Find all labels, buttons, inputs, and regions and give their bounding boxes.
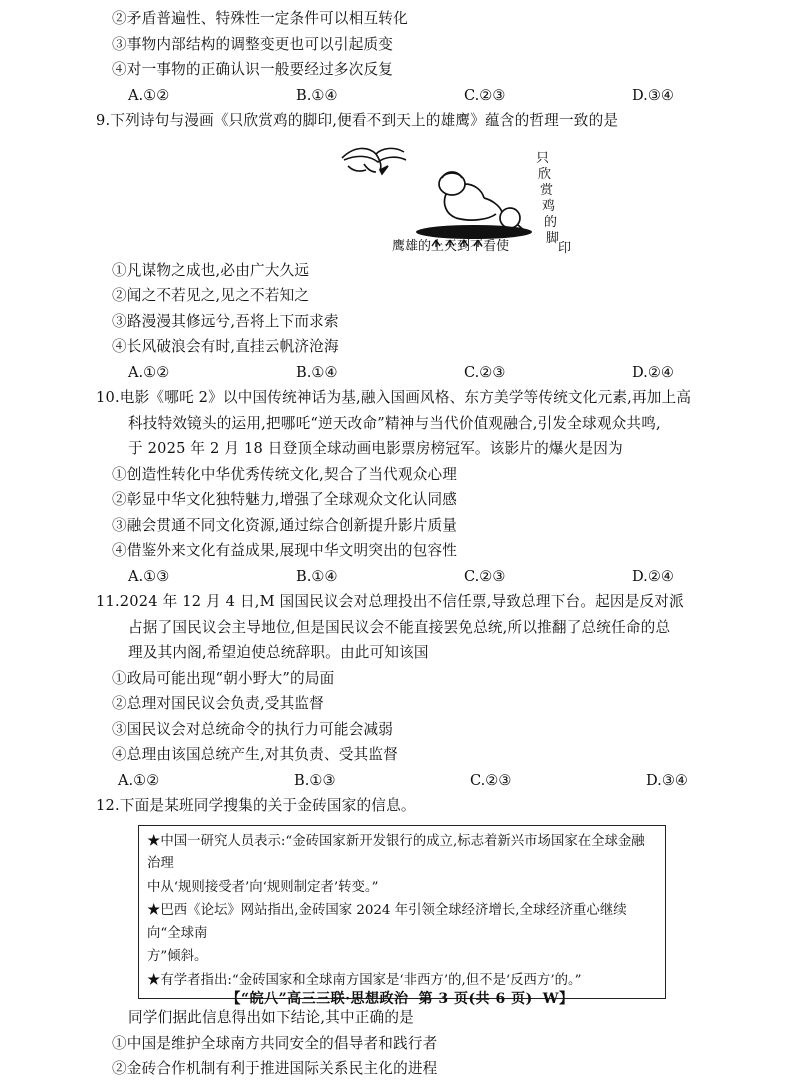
q12-box-item3-line1: ★有学者指出:“金砖国家和全球南方国家是‘非西方’的,但不是‘反西方’的。” — [147, 972, 582, 988]
q10-stem-line2: 科技特效镜头的运用,把哪吒“逆天改命”精神与当代价值观融合,引发全球观众共鸣, — [128, 414, 661, 432]
q12-box-item1-line2: 中从‘规则接受者’向‘规则制定者’转变。” — [147, 879, 379, 895]
svg-text:印: 印 — [558, 240, 572, 254]
q10-option-4: ④借鉴外来文化有益成果,展现中华文明突出的包容性 — [112, 542, 458, 559]
q9-choice-a[interactable]: A.①② — [128, 363, 170, 381]
q12-option-2: ②金砖合作机制有利于推进国际关系民主化的进程 — [112, 1060, 438, 1077]
q9-choice-c[interactable]: C.②③ — [464, 363, 506, 381]
footer-left-bracket: 【 — [226, 991, 242, 1007]
q12-box-item2-line1: ★巴西《论坛》网站指出,金砖国家 2024 年引领全球经济增长,全球经济重心继续向“全球南 — [147, 903, 627, 941]
svg-text:鸡: 鸡 — [542, 198, 556, 214]
page-footer — [0, 988, 800, 1008]
q11-choice-c[interactable]: C.②③ — [470, 771, 512, 789]
q8-option-4: ④对一事物的正确认识一般要经过多次反复 — [112, 61, 394, 78]
q8-choices — [96, 83, 708, 109]
footer-code: W — [542, 991, 559, 1007]
q10-choices — [96, 564, 708, 590]
q12-after-box: 同学们据此信息得出如下结论,其中正确的是 — [128, 1009, 414, 1026]
page-content — [96, 6, 708, 1082]
q12-box-item1-line1: ★中国一研究人员表示:“金砖国家新开发银行的成立,标志着新兴市场国家在全球金融治理 — [147, 833, 645, 871]
q9-choice-d[interactable]: D.②④ — [632, 363, 674, 381]
q9-option-2: ②闻之不若见之,见之不若知之 — [112, 287, 310, 304]
q9-stem: 9.下列诗句与漫画《只欣赏鸡的脚印,便看不到天上的雄鹰》蕴含的哲理一致的是 — [96, 112, 619, 129]
footer-school: “皖八”高三三联 — [241, 991, 346, 1007]
q10-stem-line1: 10.电影《哪吒 2》以中国传统神话为基,融入国画风格、东方美学等传统文化元素,再加上高 — [96, 389, 692, 406]
q8-option-2: ②矛盾普遍性、特殊性一定条件可以相互转化 — [112, 10, 408, 27]
q11-option-1: ①政局可能出现“朝小野大”的局面 — [112, 669, 335, 687]
q11-choice-b[interactable]: B.①③ — [294, 771, 336, 789]
q11-option-2: ②总理对国民议会负责,受其监督 — [112, 695, 324, 712]
q8-option-3: ③事物内部结构的调整变更也可以引起质变 — [112, 35, 394, 53]
footer-dot: · — [345, 991, 351, 1007]
q11-stem-line1: 11.2024 年 12 月 4 日,M 国国民议会对总理投出不信任票,导致总理下台。起因是反对派 — [96, 593, 684, 610]
q8-choice-b[interactable]: B.①④ — [296, 86, 338, 104]
q10-choice-a[interactable]: A.①③ — [128, 567, 170, 585]
q9-option-3: ③路漫漫其修远兮,吾将上下而求索 — [112, 312, 339, 330]
q10-option-1: ①创造性转化中华优秀传统文化,契合了当代观众心理 — [112, 465, 458, 483]
svg-text:赏: 赏 — [540, 182, 554, 198]
q11-choice-d[interactable]: D.③④ — [646, 771, 688, 789]
q9-choices — [96, 360, 708, 386]
cartoon-illustration — [324, 136, 614, 254]
q11-choices — [96, 768, 718, 794]
cartoon-caption-bottom: 鹰雄的上天到不看使 — [392, 238, 510, 254]
q10-choice-d[interactable]: D.②④ — [632, 567, 674, 585]
q9-option-1: ①凡谋物之成也,必由广大久远 — [112, 261, 310, 279]
footer-right-bracket: 】 — [558, 991, 574, 1007]
q10-option-3: ③融会贯通不同文化资源,通过综合创新提升影片质量 — [112, 516, 458, 534]
q8-choice-a[interactable]: A.①② — [128, 86, 170, 104]
q10-option-2: ②彰显中华文化独特魅力,增强了全球观众文化认同感 — [112, 491, 458, 508]
q11-option-3: ③国民议会对总统命令的执行力可能会减弱 — [112, 720, 394, 738]
q12-stem: 12.下面是某班同学搜集的关于金砖国家的信息。 — [96, 797, 416, 814]
q12-box-item2-line2: 方”倾斜。 — [147, 949, 208, 964]
q9-choice-b[interactable]: B.①④ — [296, 363, 338, 381]
q12-info-box — [138, 825, 666, 1000]
q12-option-1: ①中国是维护全球南方共同安全的倡导者和践行者 — [112, 1034, 438, 1052]
q9-option-4: ④长风破浪会有时,直挂云帆济沧海 — [112, 338, 339, 355]
footer-subject: 思想政治 — [350, 991, 409, 1007]
svg-text:欣: 欣 — [538, 166, 552, 182]
q11-option-4: ④总理由该国总统产生,对其负责、受其监督 — [112, 746, 398, 763]
footer-page: 第 3 页(共 6 页) — [418, 991, 533, 1007]
q11-stem-line3: 理及其内阁,希望迫使总统辞职。由此可知该国 — [128, 644, 429, 661]
q9-cartoon — [96, 136, 708, 256]
q11-stem-line2: 占据了国民议会主导地位,但是国民议会不能直接罢免总统,所以推翻了总统任命的总 — [128, 618, 671, 636]
q10-choice-b[interactable]: B.①④ — [296, 567, 338, 585]
q10-stem-line3: 于 2025 年 2 月 18 日登顶全球动画电影票房榜冠军。该影片的爆火是因为 — [128, 440, 623, 457]
q10-choice-c[interactable]: C.②③ — [464, 567, 506, 585]
q11-choice-a[interactable]: A.①② — [118, 771, 160, 789]
q8-choice-d[interactable]: D.③④ — [632, 86, 674, 104]
q8-choice-c[interactable]: C.②③ — [464, 86, 506, 104]
svg-text:的: 的 — [544, 214, 558, 230]
svg-text:脚: 脚 — [546, 230, 560, 246]
cartoon-caption-right-char1: 只 — [536, 150, 550, 166]
